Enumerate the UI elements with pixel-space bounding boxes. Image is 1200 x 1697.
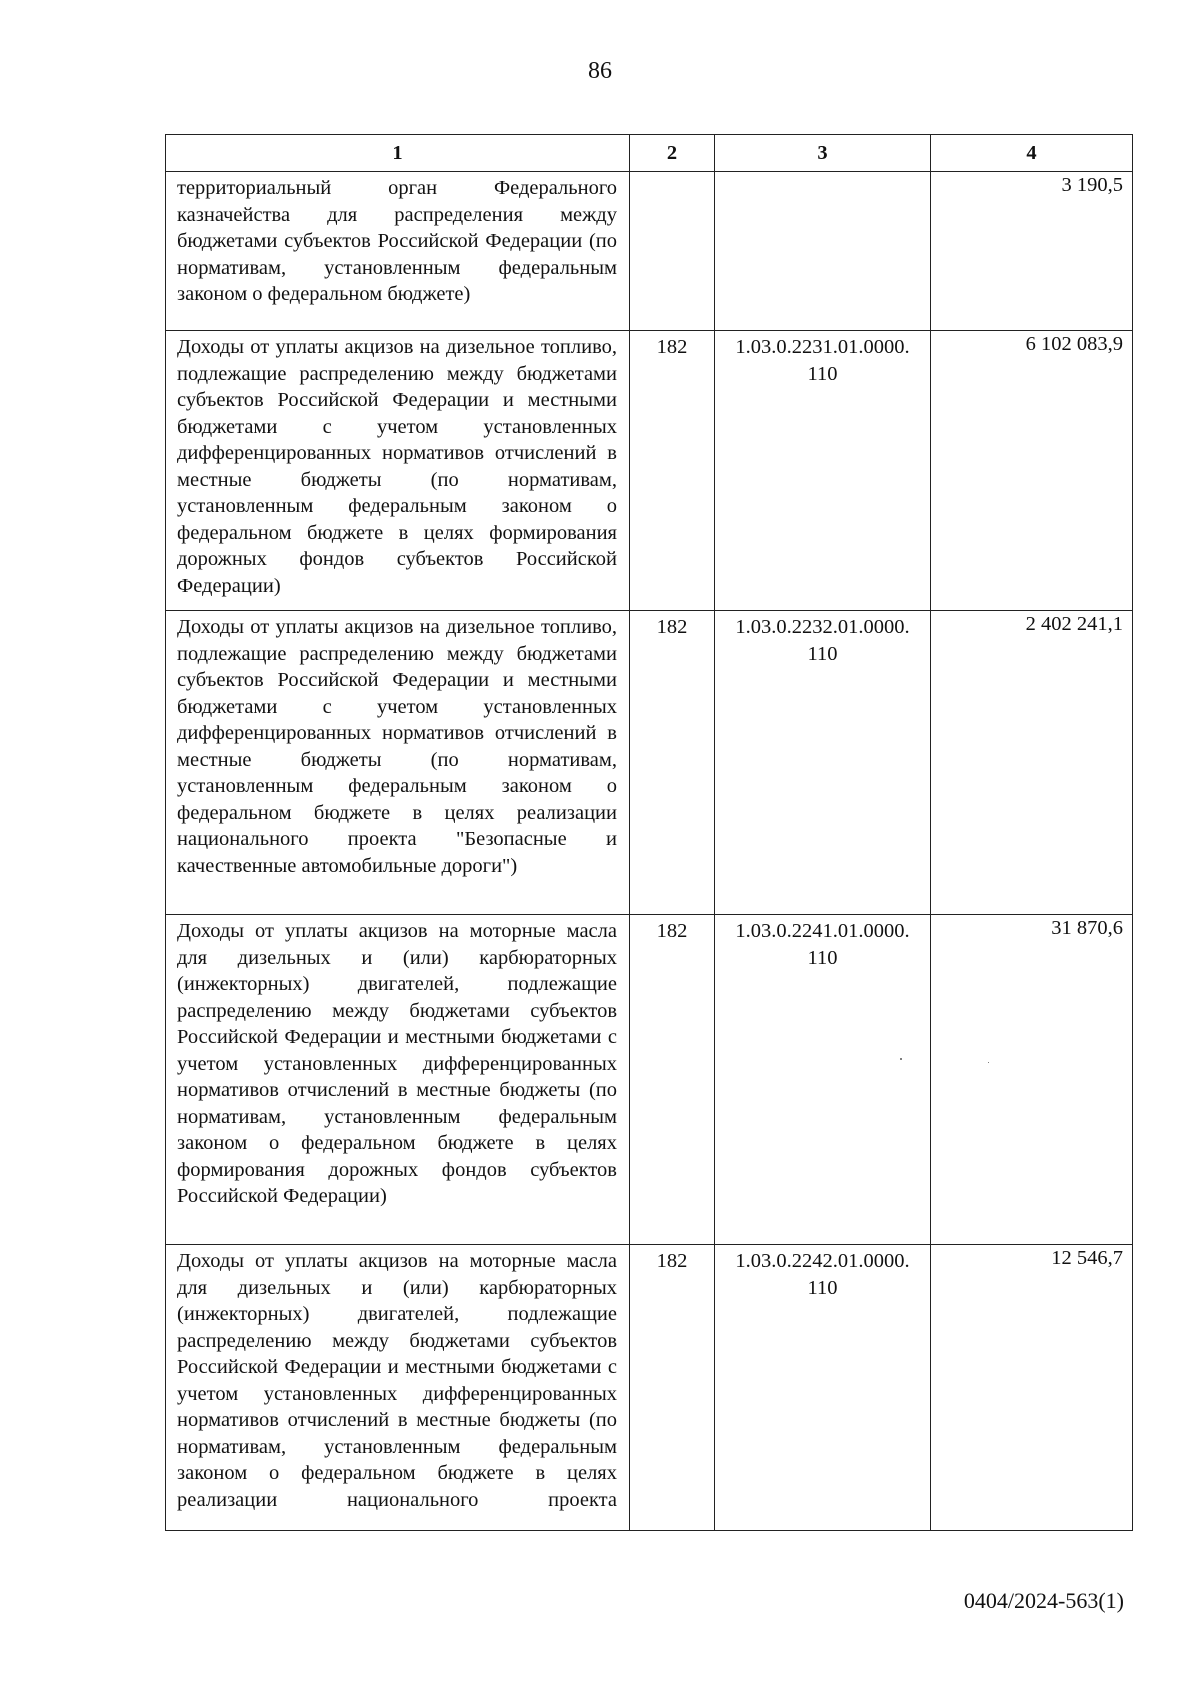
table-row	[166, 331, 1133, 611]
table-row	[166, 611, 1133, 915]
row-amount: 12 546,7	[931, 1245, 1133, 1531]
row-admin-code: 182	[630, 331, 715, 611]
table-header-row	[166, 135, 1133, 172]
column-header-2: 2	[630, 135, 715, 172]
row-admin-code	[630, 172, 715, 331]
budget-revenue-table	[165, 134, 1133, 1531]
row-description: Доходы от уплаты акцизов на моторные масла для дизельных и (или) карбюраторных (инжекторных) двигателей, подлежащие распределению между бюджетами субъектов Российской Федерации и местными бюджетами с учетом установленных дифференцированных нормативов отчислений в местные бюджеты (по нормативам, установленным федеральным законом о федеральном бюджете в целях формирования дорожных фондов субъектов Российской Федерации)	[166, 915, 630, 1245]
row-description: Доходы от уплаты акцизов на дизельное топливо, подлежащие распределению между бюджетами субъектов Российской Федерации и местными бюджетами с учетом установленных дифференцированных нормативов отчислений в местные бюджеты (по нормативам, установленным федеральным законом о федеральном бюджете в целях формирования дорожных фондов субъектов Российской Федерации)	[166, 331, 630, 611]
row-admin-code: 182	[630, 1245, 715, 1531]
column-header-3: 3	[715, 135, 931, 172]
table-row	[166, 1245, 1133, 1531]
row-amount: 3 190,5	[931, 172, 1133, 331]
row-kbk-code: 1.03.0.2241.01.0000. 110	[715, 915, 931, 1245]
row-description: Доходы от уплаты акцизов на моторные масла для дизельных и (или) карбюраторных (инжекторных) двигателей, подлежащие распределению между бюджетами субъектов Российской Федерации и местными бюджетами с учетом установленных дифференцированных нормативов отчислений в местные бюджеты (по нормативам, установленным федеральным законом о федеральном бюджете в целях реализации национального проекта	[166, 1245, 630, 1531]
row-kbk-code: 1.03.0.2242.01.0000. 110	[715, 1245, 931, 1531]
page-number: 86	[588, 58, 612, 84]
row-kbk-code: 1.03.0.2231.01.0000. 110	[715, 331, 931, 611]
row-kbk-code: 1.03.0.2232.01.0000. 110	[715, 611, 931, 915]
scan-speck	[988, 1062, 989, 1063]
column-header-1: 1	[166, 135, 630, 172]
document-registration-code: 0404/2024-563(1)	[963, 1588, 1124, 1613]
column-header-4: 4	[931, 135, 1133, 172]
row-description: территориальный орган Федерального казначейства для распределения между бюджетами субъектов Российской Федерации (по нормативам, установленным федеральным законом о федеральном бюджете)	[166, 172, 630, 331]
row-amount: 31 870,6	[931, 915, 1133, 1245]
table-row	[166, 915, 1133, 1245]
row-admin-code: 182	[630, 915, 715, 1245]
table-row	[166, 172, 1133, 331]
scan-speck	[900, 1058, 902, 1060]
row-kbk-code	[715, 172, 931, 331]
row-description: Доходы от уплаты акцизов на дизельное топливо, подлежащие распределению между бюджетами субъектов Российской Федерации и местными бюджетами с учетом установленных дифференцированных нормативов отчислений в местные бюджеты (по нормативам, установленным федеральным законом о федеральном бюджете в целях реализации национального проекта "Безопасные и качественные автомобильные дороги")	[166, 611, 630, 915]
row-amount: 6 102 083,9	[931, 331, 1133, 611]
row-amount: 2 402 241,1	[931, 611, 1133, 915]
row-admin-code: 182	[630, 611, 715, 915]
